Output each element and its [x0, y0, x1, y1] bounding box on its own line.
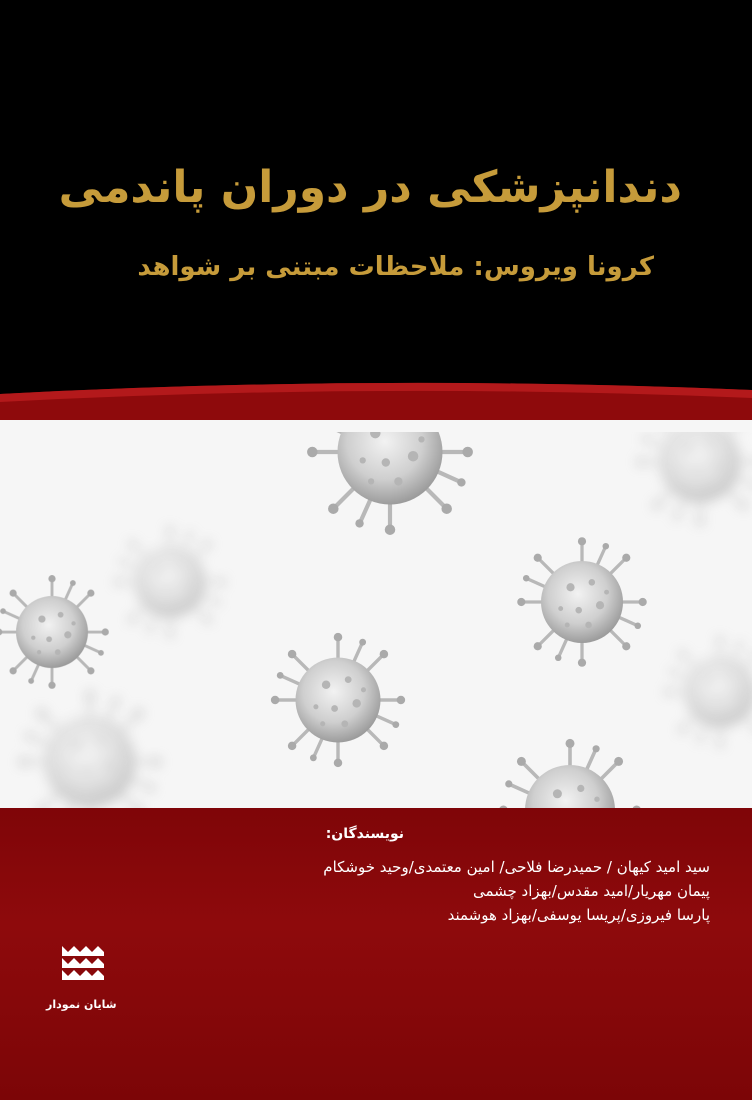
publisher-logo-icon	[58, 940, 106, 988]
authors-label: نویسندگان:	[325, 826, 404, 842]
book-title: دندانپزشکی در دوران پاندمی	[58, 162, 682, 213]
author-line-2: پیمان مهریار/امید مقدس/بهزاد چشمی	[472, 882, 710, 900]
virus-illustration	[0, 422, 752, 810]
author-line-1: سید امید کیهان / حمیدرضا فلاحی/ امین معتمدی/وحید خوشکام	[323, 858, 710, 876]
bottom-red-panel	[0, 808, 752, 1100]
virus-illustration-panel	[0, 422, 752, 810]
virus-bottom-right	[499, 739, 641, 810]
publisher-name: شایان نمودار	[46, 998, 117, 1011]
virus-left	[0, 575, 109, 689]
book-subtitle: کرونا ویروس: ملاحظات مبتنی بر شواهد	[137, 252, 654, 282]
virus-large-top	[307, 422, 473, 535]
author-line-3: پارسا فیروزی/پریسا یوسفی/بهزاد هوشمند	[447, 906, 710, 924]
red-swoosh-band	[0, 372, 752, 432]
virus-right	[517, 537, 647, 667]
virus-center	[271, 633, 405, 767]
